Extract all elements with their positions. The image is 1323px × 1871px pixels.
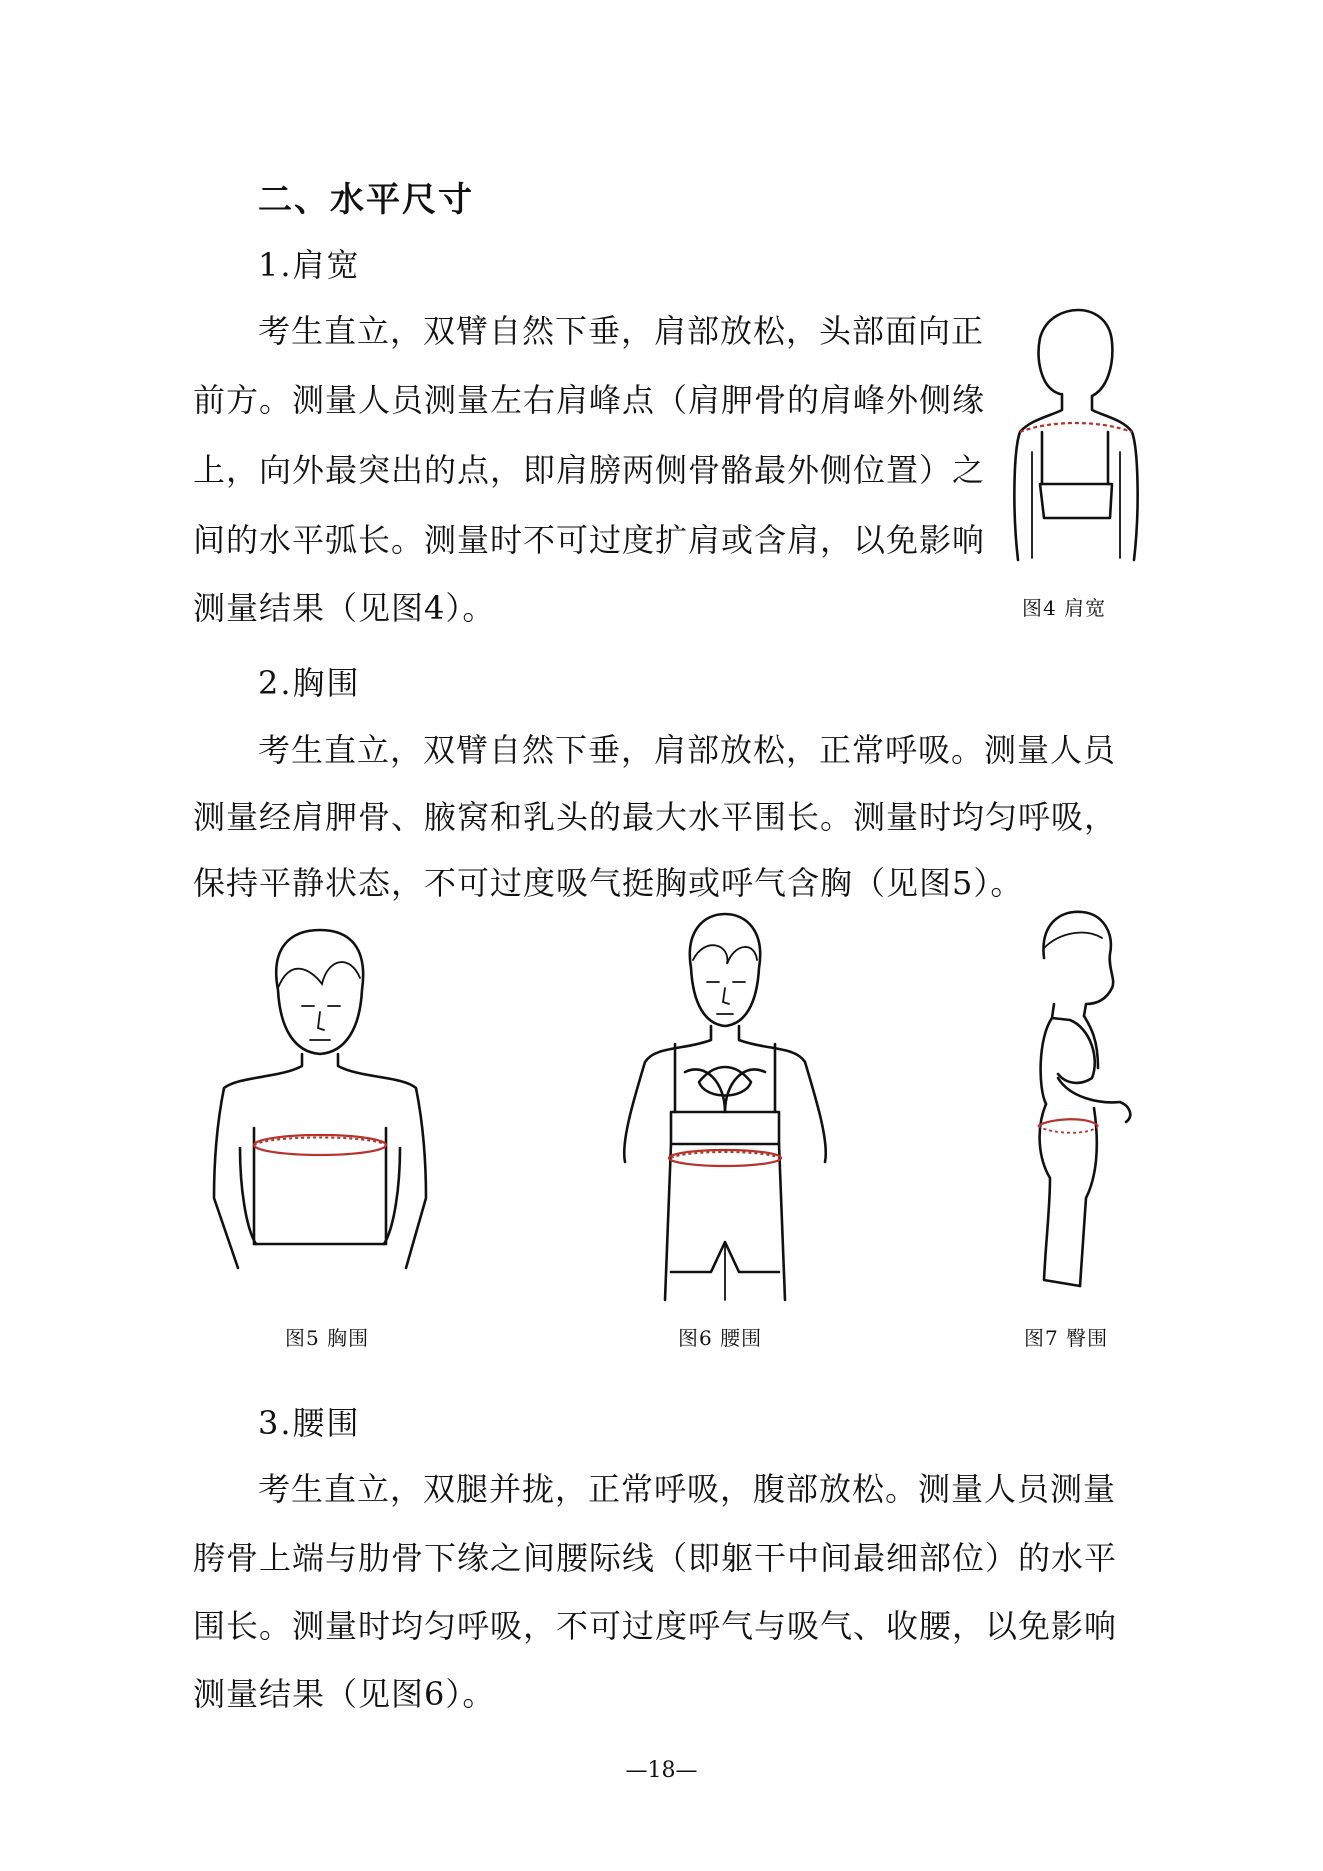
paragraph-line: 测量结果（见图4）。 (193, 589, 496, 627)
figure-4-caption: 图4 肩宽 (1022, 596, 1107, 620)
figure-4-shoulder-width-illustration (1000, 308, 1150, 568)
figure-7-hip-illustration (1030, 908, 1150, 1298)
paragraph-line: 考生直立，双臂自然下垂，肩部放松，头部面向正 (258, 312, 985, 350)
item-title-chest: 2.胸围 (258, 664, 361, 702)
item-title-waist: 3.腰围 (258, 1404, 361, 1442)
paragraph-line: 间的水平弧长。测量时不可过度扩肩或含肩，以免影响 (193, 521, 986, 559)
section-heading: 二、水平尺寸 (258, 180, 474, 220)
paragraph-line: 保持平静状态，不可过度吸气挺胸或呼气含胸（见图5）。 (193, 864, 1024, 902)
figure-6-caption: 图6 腰围 (678, 1326, 763, 1350)
figure-6-waist-illustration (615, 912, 835, 1302)
paragraph-line: 测量经肩胛骨、腋窝和乳头的最大水平围长。测量时均匀呼吸， (193, 798, 1118, 836)
paragraph-line: 上，向外最突出的点，即肩膀两侧骨骼最外侧位置）之 (193, 451, 986, 489)
figure-5-caption: 图5 胸围 (285, 1326, 370, 1350)
paragraph-line: 前方。测量人员测量左右肩峰点（肩胛骨的肩峰外侧缘 (193, 381, 986, 419)
paragraph-line: 考生直立，双臂自然下垂，肩部放松，正常呼吸。测量人员 (258, 731, 1117, 769)
paragraph-line: 胯骨上端与肋骨下缘之间腰际线（即躯干中间最细部位）的水平 (193, 1539, 1118, 1577)
figure-5-chest-illustration (210, 928, 430, 1288)
page-number: —18— (625, 1758, 698, 1783)
figure-7-caption: 图7 臀围 (1024, 1326, 1109, 1350)
paragraph-line: 围长。测量时均匀呼吸，不可过度呼气与吸气、收腰，以免影响 (193, 1607, 1118, 1645)
item-title-shoulder-width: 1.肩宽 (258, 246, 361, 284)
paragraph-line: 测量结果（见图6）。 (193, 1675, 496, 1713)
paragraph-line: 考生直立，双腿并拢，正常呼吸，腹部放松。测量人员测量 (258, 1470, 1117, 1508)
